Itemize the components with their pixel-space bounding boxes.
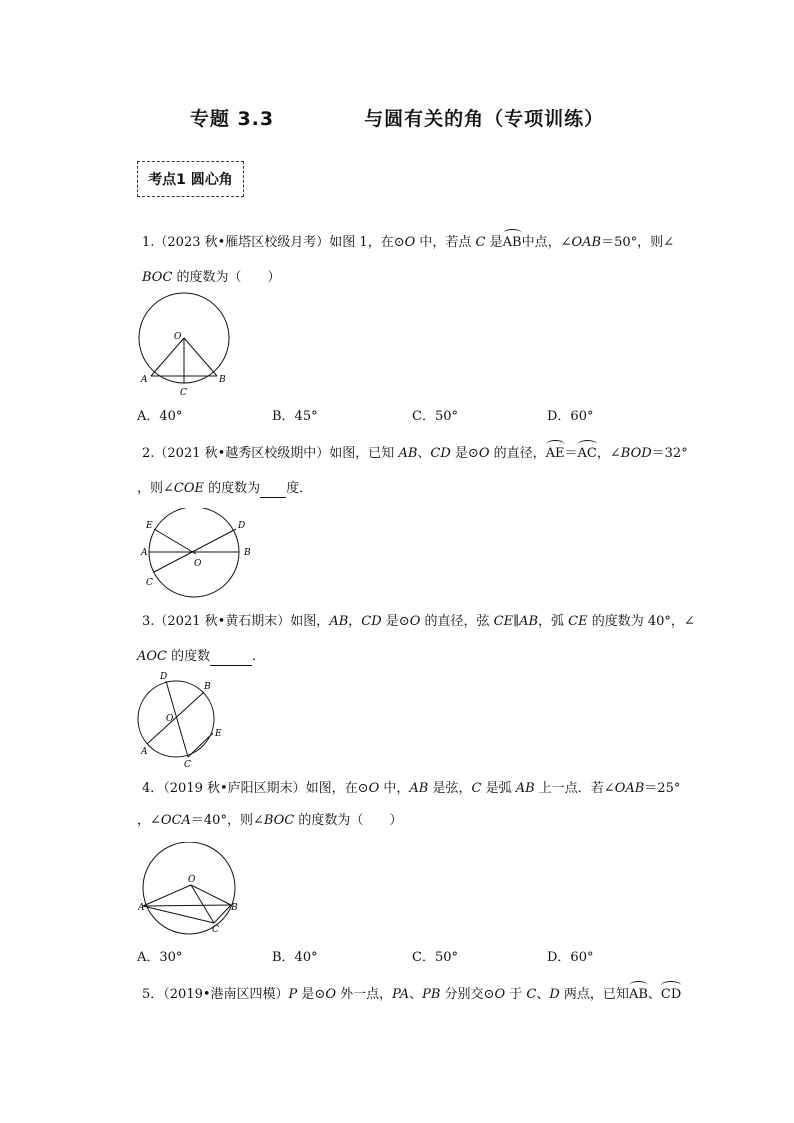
math-var: AB [515,781,535,796]
math-var: D [549,987,560,1002]
text: ． [252,649,266,664]
segment-ac [143,906,214,923]
math-var: O [478,446,490,461]
label-o: O [188,875,196,885]
label-d: D [238,521,246,531]
label-b: B [244,548,251,558]
question-3-line-2 [137,649,265,666]
text: 如图，已知 [329,446,399,461]
math-var: COE [173,481,205,496]
segment-oe [154,529,196,554]
text: 分别交⊙ [440,987,495,1002]
question-number: 4． [142,781,164,796]
question-source: （2019•港南区四模） [163,987,289,1002]
title-sub: 与圆有关的角（专项训练） [364,108,605,130]
math-var: C [475,235,486,250]
question-1-line-2 [142,270,281,286]
text: 度． [286,481,313,496]
page-title [0,104,794,131]
label-o: O [166,714,174,724]
text: 是⊙ [381,614,410,629]
math-var: CE [493,614,514,629]
label-b: B [231,903,238,913]
option-d[interactable]: D．60° [547,950,594,965]
math-var: AOC [137,649,167,664]
figure-3 [134,670,226,770]
segment-oa [151,338,184,376]
figure-1 [138,292,234,400]
question-source: （2021 秋•越秀区校级期中） [154,446,330,461]
text: 如图， [290,614,330,629]
math-var: CD [430,446,451,461]
label-d: D [160,672,168,682]
text: ，则∠ [137,481,174,496]
question-3-line-1 [142,614,695,630]
option-a[interactable]: A．30° [137,950,183,965]
question-1-line-1 [142,235,674,251]
text: 中，若点 [415,235,476,250]
question-source: （2023 秋•雁塔区校级月考） [154,235,330,250]
text: ，∠ [596,446,621,461]
text: 是⊙ [297,987,326,1002]
segment-ob [184,338,217,376]
math-var: O [409,614,421,629]
text: 的度数为（ ） [294,813,403,828]
math-var: OAB [614,781,645,796]
math-var: BOC [142,270,173,285]
text: ，弧 [538,614,569,629]
text: 、 [536,987,550,1002]
text: 的度数为 40°，∠ [587,614,695,629]
arc-symbol: AB [628,987,648,1002]
label-c: C [146,578,153,588]
question-number: 1. [142,235,155,250]
math-var: PB [422,987,441,1002]
circle-o [138,681,214,757]
math-var: C [526,987,537,1002]
math-var: AB [329,614,349,629]
text: 的度数为（ ） [172,270,281,285]
text: 两点，已知 [559,987,629,1002]
label-c: C [184,760,191,770]
question-4-line-2 [137,813,402,829]
math-var: CE [568,614,588,629]
section-text: 考点1 圆心角 [148,172,233,188]
question-number: 3. [142,614,155,629]
text: ＝ [564,446,578,461]
text: 是弧 [481,781,516,796]
label-c: C [212,925,219,935]
diameter-ab [147,692,204,744]
label-e: E [215,729,222,739]
text: ＝32° [651,446,688,461]
figure-2 [138,508,258,598]
text: 的直径，弦 [420,614,494,629]
text: ＝25° [644,781,681,796]
option-c[interactable]: C．50° [412,950,458,965]
math-var: AB [409,781,429,796]
math-var: CD [361,614,382,629]
label-a: A [141,747,148,757]
arc-symbol: AC [577,446,597,461]
text: 、 [409,987,423,1002]
text: ， [348,614,362,629]
math-expr: ∠OAB [560,235,602,250]
segment-ao [143,885,191,906]
option-a[interactable]: A．40° [137,409,183,424]
label-a: A [141,375,148,385]
math-var: O [404,235,416,250]
circle-o [143,842,235,934]
text: ∥ [513,614,520,629]
math-var: O [368,781,380,796]
text: 、 [417,446,431,461]
label-e: E [146,521,153,531]
question-number: 2. [142,446,155,461]
label-o: O [174,332,182,342]
question-5-line-1 [142,987,681,1003]
text: 是 [485,235,503,250]
figure-4 [138,842,240,938]
math-var: BOD [620,446,652,461]
text: 是⊙ [450,446,479,461]
text: 如图，在⊙ [305,781,369,796]
arc-symbol: AB [502,235,522,250]
title-main: 专题 3.3 [189,108,275,130]
segment-cb [214,905,231,923]
text: 中点， [521,235,561,250]
arc-symbol: AE [545,446,565,461]
question-source: （2019 秋•庐阳区期末） [163,781,306,796]
label-a: A [138,903,145,913]
text: 于 [505,987,527,1002]
option-b[interactable]: B．45° [272,409,318,424]
text: 外一点， [336,987,393,1002]
chord-ce [188,733,213,757]
math-var: C [471,781,482,796]
math-var: AB [519,614,539,629]
text: 、 [647,987,661,1002]
text: 的直径， [489,446,546,461]
text: 的度数 [167,649,211,664]
question-source: （2021 秋•黄石期末） [154,614,291,629]
section-label [137,161,244,197]
question-number: 5． [142,987,164,1002]
option-d[interactable]: D．60° [547,409,594,424]
math-var: PA [392,987,410,1002]
text: ＝40°，则∠ [190,813,264,828]
chord-ab [143,905,231,906]
math-var: O [325,987,336,1002]
label-a: A [141,548,148,558]
text: 的度数为 [204,481,261,496]
math-var: BOC [263,813,295,828]
arc-symbol: CD [660,987,682,1002]
math-var: AB [398,446,418,461]
text: 是弦， [428,781,472,796]
label-o: O [194,559,202,569]
question-2-line-1 [142,446,688,462]
math-var: O [494,987,506,1002]
question-4-line-1 [142,781,680,797]
text: 上一点．若∠ [534,781,615,796]
text: ，∠ [137,813,161,828]
text: ＝50°，则∠ [601,235,675,250]
math-var: OCA [160,813,191,828]
answer-blank[interactable] [260,481,286,498]
label-b: B [219,375,226,385]
option-c[interactable]: C．50° [412,409,458,424]
label-c: C [180,388,187,398]
text: 如图 1，在⊙ [329,235,405,250]
math-var: P [288,987,298,1002]
text: 中， [379,781,410,796]
option-b[interactable]: B．40° [272,950,318,965]
question-2-line-2 [137,481,312,498]
label-b: B [204,682,211,692]
answer-blank[interactable] [210,649,252,666]
